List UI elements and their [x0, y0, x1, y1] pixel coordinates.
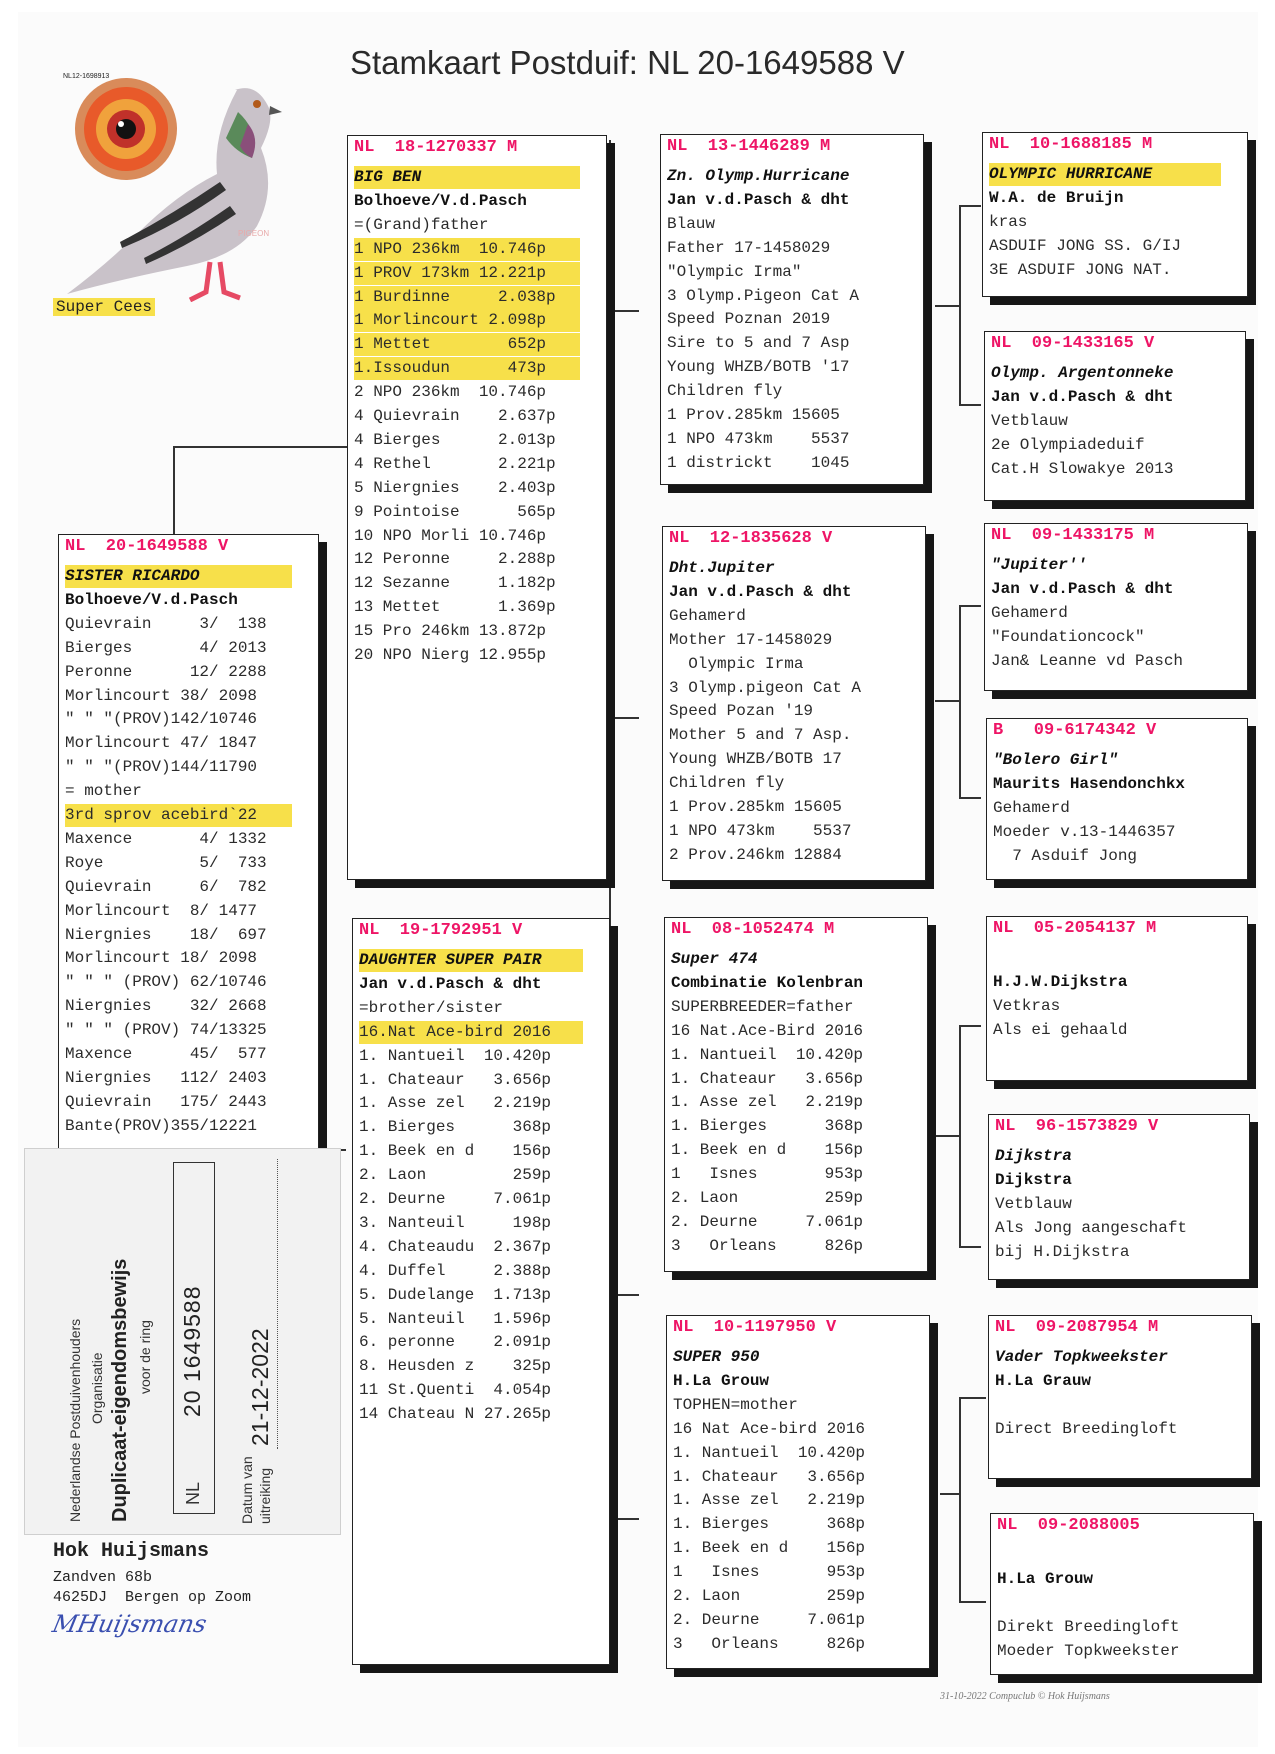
pigeon-name: SUPER 950 [673, 1348, 760, 1366]
pedigree-line: 3rd sprov acebird`22 [65, 804, 292, 827]
pigeon-image [60, 62, 300, 302]
pedigree-line: Quievrain 175/ 2443 [65, 1092, 267, 1111]
pedigree-line: 2. Deurne 7.061p [673, 1610, 866, 1629]
pedigree-line: Direct Breedingloft [995, 1419, 1178, 1438]
pedigree-box-fmm [986, 718, 1248, 880]
pedigree-box-subject [58, 534, 319, 1156]
cert-date-label1: Datum van [239, 1456, 255, 1524]
cert-date-label2: uitreiking [257, 1467, 273, 1524]
certificate-rotated-content [25, 1149, 340, 1534]
pedigree-line: " " "(PROV)142/10746 [65, 710, 258, 729]
pedigree-box-mmf [988, 1315, 1252, 1479]
pedigree-line: 1. Chateaur 3.656p [671, 1069, 864, 1088]
pigeon-name [997, 1544, 1249, 1567]
pedigree-line: 8. Heusden z 325p [359, 1357, 552, 1376]
pedigree-line: " " "(PROV)144/11790 [65, 758, 258, 777]
pedigree-line: 1. Beek en d 156p [671, 1141, 864, 1160]
pedigree-line: Jan v.d.Pasch & dht [669, 582, 852, 601]
pedigree-box-fff [982, 132, 1248, 297]
pedigree-line: Blauw [667, 214, 716, 233]
pedigree-line: Sire to 5 and 7 Asp [667, 334, 850, 353]
pedigree-line: 1. Nantueil 10.420p [359, 1046, 552, 1065]
ring-number: NL 05-2054137 M [993, 919, 1157, 938]
ring-number: NL 96-1573829 V [995, 1117, 1159, 1136]
pedigree-line: 3 Orleans 826p [671, 1236, 864, 1255]
ring-number: NL 09-1433165 V [991, 334, 1155, 353]
ring-number: NL 19-1792951 V [359, 921, 523, 940]
photo-watermark: PIGEON [238, 229, 270, 238]
pedigree-line: Gehamerd [669, 606, 746, 625]
pedigree-line: 1 NPO 473km 5537 [669, 821, 852, 840]
pedigree-line: bij H.Dijkstra [995, 1242, 1130, 1261]
pedigree-line: 2 Prov.246km 12884 [669, 845, 842, 864]
pedigree-line: H.J.W.Dijkstra [993, 972, 1128, 991]
pedigree-line: Vetkras [993, 996, 1061, 1015]
ring-number: B 09-6174342 V [993, 721, 1157, 740]
ring-number: NL 09-2087954 M [995, 1318, 1159, 1337]
owner-block [50, 1540, 353, 1638]
pedigree-line: 1. Bierges 368p [671, 1117, 864, 1136]
pedigree-line: =(Grand)father [354, 215, 489, 234]
pedigree-line: 9 Pointoise 565p [354, 502, 556, 521]
pedigree-line: TOPHEN=mother [673, 1395, 798, 1414]
pedigree-line: Roye 5/ 733 [65, 853, 267, 872]
pedigree-line: 4 Rethel 2.221p [354, 454, 556, 473]
pedigree-line: 5 Niergnies 2.403p [354, 478, 556, 497]
pedigree-line: 7 Asduif Jong [993, 846, 1138, 865]
pedigree-line: 1 NPO 473km 5537 [667, 429, 850, 448]
pedigree-line: 16 Nat Ace-bird 2016 [673, 1419, 866, 1438]
pedigree-line [997, 1592, 1249, 1615]
pedigree-line: Speed Pozan '19 [669, 702, 814, 721]
pedigree-box-mm [666, 1315, 930, 1669]
pigeon-name: OLYMPIC HURRICANE [989, 163, 1221, 186]
pedigree-line: 1 Isnes 953p [671, 1165, 864, 1184]
pedigree-line: 1. Chateaur 3.656p [359, 1070, 552, 1089]
pedigree-line: 3 Olymp.pigeon Cat A [669, 678, 862, 697]
pedigree-line: 4 Bierges 2.013p [354, 430, 556, 449]
pedigree-line: 1 PROV 173km 12.221p [354, 262, 580, 285]
footer-credit: 31-10-2022 Compuclub © Hok Huijsmans [940, 1691, 1110, 1702]
ring-number: NL 18-1270337 M [354, 138, 518, 157]
pedigree-line: ASDUIF JONG SS. G/IJ [989, 236, 1182, 255]
pedigree-line: Als ei gehaald [993, 1020, 1128, 1039]
pedigree-line: Combinatie Kolenbran [671, 973, 864, 992]
pedigree-line: 4. Duffel 2.388p [359, 1261, 552, 1280]
pedigree-line: 2. Laon 259p [671, 1189, 864, 1207]
cert-date-dotted-line [277, 1159, 278, 1449]
pedigree-line: Direkt Breedingloft [997, 1617, 1180, 1636]
pedigree-line: "Olympic Irma" [667, 262, 802, 281]
pedigree-line: 6. peronne 2.091p [359, 1333, 552, 1352]
pedigree-line: "Foundationcock" [991, 627, 1145, 646]
pedigree-line: Gehamerd [993, 798, 1070, 817]
cert-org-line1: Nederlandse Postduivenhouders [67, 1318, 83, 1522]
pedigree-line: 14 Chateau N 27.265p [359, 1405, 552, 1424]
pedigree-line: = mother [65, 782, 142, 801]
pedigree-line: 3 Olymp.Pigeon Cat A [667, 286, 860, 305]
pedigree-line: Niergnies 18/ 697 [65, 925, 267, 944]
ring-number: NL 09-2088005 [997, 1516, 1140, 1535]
cert-nl-label: NL [183, 1481, 203, 1505]
pedigree-line: Mother 17-1458029 [669, 630, 833, 649]
pedigree-line: Peronne 12/ 2288 [65, 662, 267, 681]
pedigree-line: Bierges 4/ 2013 [65, 638, 267, 657]
pedigree-line: Morlincourt 47/ 1847 [65, 734, 258, 753]
pedigree-line: 1 districkt 1045 [667, 453, 850, 472]
pedigree-line: 1. Nantueil 10.420p [671, 1045, 864, 1064]
pedigree-box-fmf [984, 523, 1248, 691]
pedigree-line: Jan v.d.Pasch & dht [991, 579, 1174, 598]
pedigree-line: 5. Dudelange 1.713p [359, 1285, 552, 1304]
pedigree-line: Vetblauw [995, 1194, 1072, 1213]
owner-address1: Zandven 68b [53, 1569, 153, 1586]
pedigree-line: Speed Poznan 2019 [667, 310, 831, 329]
pedigree-line: 2 NPO 236km 10.746p [354, 383, 547, 402]
pedigree-line: Jan v.d.Pasch & dht [359, 974, 542, 993]
pedigree-line: 1. Bierges 368p [359, 1118, 552, 1137]
pedigree-line: Niergnies 32/ 2668 [65, 997, 267, 1016]
pedigree-box-mf [664, 917, 928, 1272]
cert-org-line2: Organisatie [89, 1352, 105, 1424]
pedigree-line: Als Jong aangeschaft [995, 1218, 1188, 1237]
pedigree-box-ff [660, 134, 924, 485]
pedigree-line: H.La Grouw [997, 1569, 1094, 1588]
pedigree-line: 2. Deurne 7.061p [671, 1212, 864, 1231]
pedigree-box-father [347, 135, 607, 880]
pigeon-name: Dijkstra [995, 1147, 1072, 1165]
ring-number: NL 08-1052474 M [671, 920, 835, 939]
cert-date-value: 21-12-2022 [247, 1328, 273, 1446]
pedigree-box-fm [662, 526, 926, 881]
pedigree-line: 16 Nat.Ace-Bird 2016 [671, 1021, 864, 1040]
duplicate-ownership-certificate [24, 1148, 341, 1535]
pedigree-line: 1. Bierges 368p [673, 1515, 866, 1534]
pedigree-line: Maxence 45/ 577 [65, 1045, 267, 1063]
pedigree-box-mmm [990, 1513, 1254, 1675]
pigeon-photo [60, 62, 300, 302]
ring-number: NL 12-1835628 V [669, 529, 833, 548]
pedigree-line: Jan v.d.Pasch & dht [667, 190, 850, 209]
pedigree-line: 1. Chateaur 3.656p [673, 1467, 866, 1486]
pedigree-line: 20 NPO Nierg 12.955p [354, 646, 547, 664]
page-title: Stamkaart Postduif: NL 20-1649588 V [350, 44, 905, 81]
pedigree-line: SUPERBREEDER=father [671, 997, 854, 1016]
pedigree-line: 13 Mettet 1.369p [354, 598, 556, 617]
ring-number: NL 09-1433175 M [991, 526, 1155, 545]
pedigree-box-mfm [988, 1114, 1250, 1280]
pedigree-line: Young WHZB/BOTB '17 [667, 358, 850, 377]
ring-number: NL 20-1649588 V [65, 537, 229, 556]
pedigree-line: Father 17-1458029 [667, 238, 831, 257]
pedigree-line: Bolhoeve/V.d.Pasch [65, 590, 238, 609]
pedigree-line: 1. Asse zel 2.219p [359, 1094, 552, 1113]
ring-number: NL 10-1197950 V [673, 1318, 837, 1337]
pedigree-line: 1 Burdinne 2.038p [354, 286, 580, 309]
pedigree-line: Moeder v.13-1446357 [993, 822, 1176, 841]
pedigree-line: Cat.H Slowakye 2013 [991, 459, 1174, 478]
pedigree-line: Maurits Hasendonchkx [993, 774, 1186, 793]
pedigree-line: 3 Orleans 826p [673, 1634, 866, 1653]
pigeon-name: BIG BEN [354, 166, 580, 189]
pigeon-name [993, 947, 1243, 970]
pedigree-line: 3. Nanteuil 198p [359, 1213, 552, 1232]
pedigree-line: Dijkstra [995, 1170, 1072, 1189]
owner-name: Hok Huijsmans [53, 1540, 210, 1563]
pedigree-line: W.A. de Bruijn [989, 188, 1124, 207]
pedigree-line: Bante(PROV)355/12221 [65, 1116, 258, 1135]
pigeon-name: "Bolero Girl" [993, 751, 1118, 769]
pedigree-line: 2. Deurne 7.061p [359, 1190, 552, 1208]
pedigree-line: 1 Mettet 652p [354, 333, 580, 356]
pedigree-line: H.La Grouw [673, 1371, 770, 1390]
pedigree-box-mother [352, 918, 610, 1665]
photo-label: Super Cees [53, 298, 155, 316]
ring-number: NL 10-1688185 M [989, 135, 1153, 154]
pedigree-line: 3E ASDUIF JONG NAT. [989, 260, 1172, 279]
pedigree-line: 1. Asse zel 2.219p [673, 1491, 866, 1510]
pedigree-line: 1.Issoudun 473p [354, 357, 580, 380]
pedigree-line: 4 Quievrain 2.637p [354, 407, 556, 425]
pedigree-line: 15 Pro 246km 13.872p [354, 622, 547, 641]
pigeon-name: "Jupiter'' [991, 556, 1088, 574]
pedigree-line: 2. Laon 259p [359, 1166, 552, 1185]
pigeon-name: Zn. Olymp.Hurricane [667, 167, 850, 185]
pedigree-line: 1 Morlincourt 2.098p [354, 309, 580, 332]
pedigree-line: Vetblauw [991, 411, 1068, 430]
pedigree-line: kras [989, 212, 1028, 231]
pigeon-name: Super 474 [671, 950, 758, 968]
pedigree-line: 1. Beek en d 156p [359, 1142, 552, 1161]
photo-code: NL12-1698913 [63, 73, 110, 80]
ring-number: NL 13-1446289 M [667, 137, 831, 156]
pedigree-line: 16.Nat Ace-bird 2016 [359, 1021, 583, 1044]
pedigree-line: 12 Peronne 2.288p [354, 550, 556, 569]
pedigree-line: Morlincourt 8/ 1477 [65, 901, 258, 920]
pedigree-line: 2. Laon 259p [673, 1587, 866, 1605]
pedigree-line: =brother/sister [359, 998, 504, 1017]
pedigree-line [995, 1394, 1247, 1417]
pigeon-name: Dht.Jupiter [669, 559, 775, 577]
pedigree-line: Olympic Irma [669, 654, 804, 673]
cert-ring-number: 20 1649588 [179, 1285, 205, 1417]
pedigree-line: Children fly [667, 382, 783, 401]
pedigree-line: Jan& Leanne vd Pasch [991, 651, 1184, 670]
pedigree-line: 1 NPO 236km 10.746p [354, 238, 580, 261]
pedigree-line: Bolhoeve/V.d.Pasch [354, 191, 527, 210]
pedigree-line: 1. Asse zel 2.219p [671, 1093, 864, 1112]
pedigree-line: 10 NPO Morli 10.746p [354, 526, 547, 545]
pedigree-line: Niergnies 112/ 2403 [65, 1068, 267, 1087]
pedigree-line: Morlincourt 18/ 2098 [65, 949, 258, 968]
pedigree-line: Maxence 4/ 1332 [65, 829, 267, 848]
pigeon-name: SISTER RICARDO [65, 565, 292, 588]
cert-ring-box [173, 1162, 215, 1514]
pedigree-line: " " " (PROV) 62/10746 [65, 973, 267, 992]
pedigree-line: 5. Nanteuil 1.596p [359, 1309, 552, 1328]
pedigree-line: 12 Sezanne 1.182p [354, 574, 556, 593]
pedigree-line: Morlincourt 38/ 2098 [65, 686, 258, 705]
pedigree-line: Moeder Topkweekster [997, 1641, 1180, 1660]
pedigree-line: 1 Prov.285km 15605 [667, 406, 840, 424]
owner-signature: MHuijsmans [50, 1610, 210, 1638]
pedigree-line: Children fly [669, 774, 785, 793]
cert-subtitle: voor de ring [137, 1320, 153, 1394]
pedigree-line: 4. Chateaudu 2.367p [359, 1237, 552, 1256]
cert-title: Duplicaat-eigendomsbewijs [109, 1258, 131, 1522]
pedigree-line: Quievrain 3/ 138 [65, 614, 267, 633]
pedigree-line: " " " (PROV) 74/13325 [65, 1021, 267, 1040]
pedigree-line: 1. Nantueil 10.420p [673, 1443, 866, 1462]
pedigree-box-ffm [984, 331, 1246, 501]
pigeon-name: Olymp. Argentonneke [991, 364, 1174, 382]
pedigree-line: Quievrain 6/ 782 [65, 877, 267, 896]
pedigree-line: 1 Prov.285km 15605 [669, 798, 842, 816]
pigeon-name: Vader Topkweekster [995, 1348, 1168, 1366]
pedigree-box-mff [986, 916, 1248, 1081]
pedigree-line: Jan v.d.Pasch & dht [991, 387, 1174, 406]
pedigree-line: 11 St.Quenti 4.054p [359, 1381, 552, 1400]
pedigree-line: Gehamerd [991, 603, 1068, 622]
pedigree-line: Young WHZB/BOTB 17 [669, 750, 842, 769]
pedigree-line: Mother 5 and 7 Asp. [669, 726, 852, 745]
pedigree-line: 1. Beek en d 156p [673, 1539, 866, 1558]
pedigree-line: 1 Isnes 953p [673, 1563, 866, 1582]
pedigree-line: 2e Olympiadeduif [991, 435, 1145, 454]
owner-address2: 4625DJ Bergen op Zoom [53, 1589, 252, 1606]
pigeon-name: DAUGHTER SUPER PAIR [359, 949, 583, 972]
pedigree-line: H.La Grauw [995, 1371, 1092, 1390]
